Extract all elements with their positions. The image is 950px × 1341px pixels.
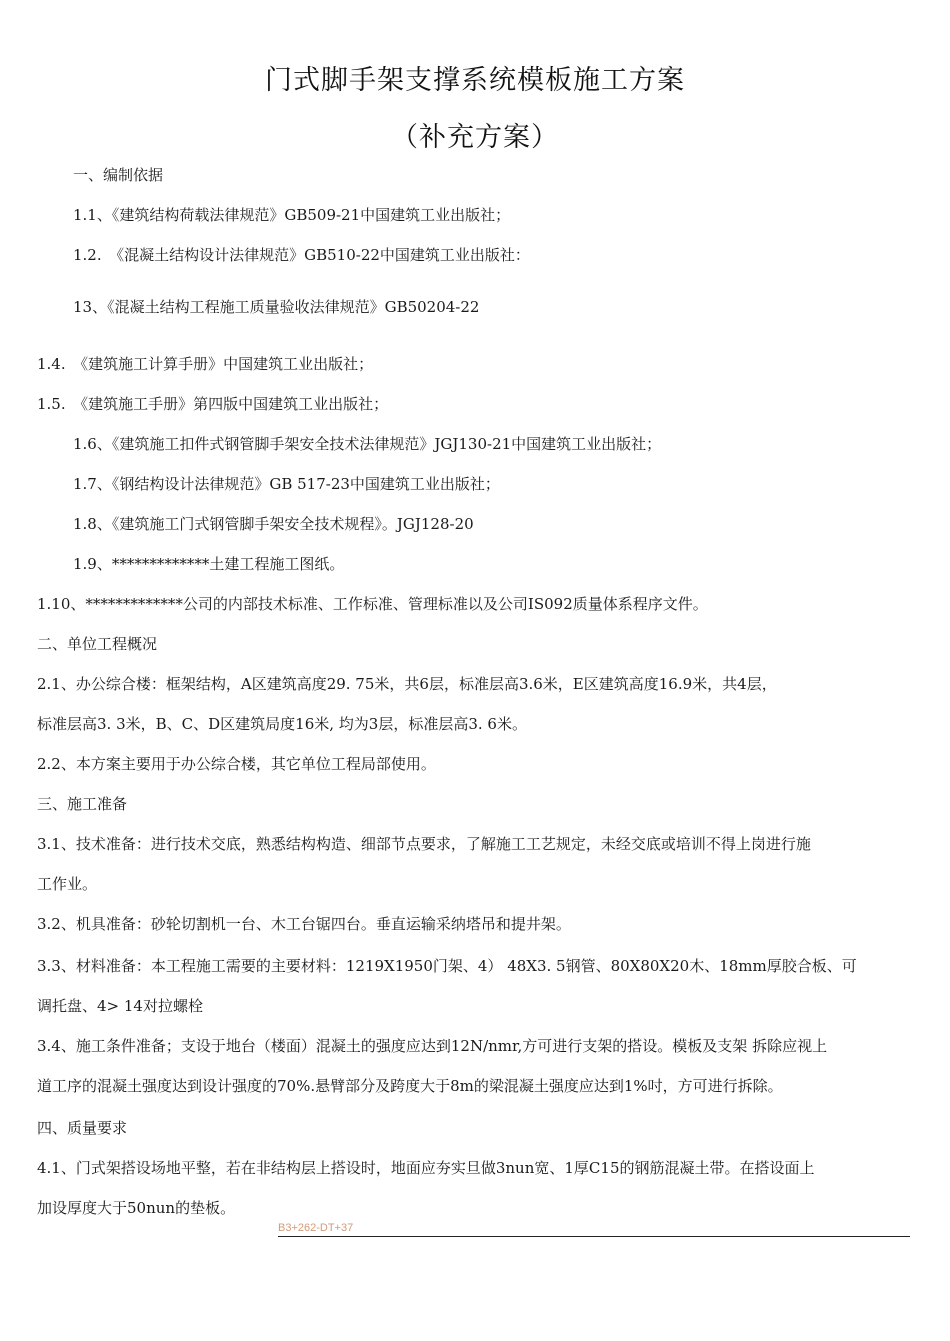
body-paragraph: 加设厚度大于50nun的垫板。 [37,1199,236,1217]
reference-item: 1.1、《建筑结构荷载法律规范》GB509-21中国建筑工业出版社； [73,206,511,224]
reference-item: 13、《混凝土结构工程施工质量验收法律规范》GB50204-22 [73,298,480,316]
reference-item: 1.10、*************公司的内部技术标准、工作标准、管理标准以及公司IS092质量体系程序文件。 [37,595,708,613]
section-heading: 二、单位工程概况 [37,635,158,653]
body-paragraph: 2.1、办公综合楼：框架结构，A区建筑高度29. 75米，共6层，标准层高3.6米，E区建筑高度16.9米，共4层， [37,675,777,693]
reference-item: 1.6、《建筑施工扣件式钢管脚手架安全技术法律规范》JGJ130-21中国建筑工业出版社； [73,435,662,453]
reference-item: 1.7、《钢结构设计法律规范》GB 517-23中国建筑工业出版社； [73,475,500,493]
body-paragraph: 道工序的混凝土强度达到设计强度的70%.悬臂部分及跨度大于8m的梁混凝土强度应达到1%吋，方可进行拆除。 [37,1077,783,1095]
section-heading: 三、施工准备 [37,795,128,813]
body-paragraph: 4.1、门式架搭设场地平整，若在非结构层上搭设时，地面应夯实旦做3nun宽、1厚C15的钢筋混凝土带。在搭设面上 [37,1159,815,1177]
reference-item: 1.8、《建筑施工门式钢管脚手架安全技术规程》。JGJ128-20 [73,515,474,533]
body-paragraph: 3.2、机具准备：砂轮切割机一台、木工台锯四台。垂直运输采纳塔吊和提井架。 [37,915,571,933]
reference-item: 1.4. 《建筑施工计算手册》中国建筑工业出版社； [37,355,374,373]
section-heading: 一、编制依据 [73,166,164,184]
footer-reference: B3+262-DT+37 [278,1222,354,1234]
document-subtitle: （补充方案） [391,122,559,153]
reference-item: 1.5. 《建筑施工手册》第四版中国建筑工业出版社； [37,395,389,413]
footer-divider [278,1236,910,1237]
document-title: 门式脚手架支撑系统模板施工方案 [265,65,685,96]
reference-item: 1.2. 《混凝土结构设计法律规范》GB510-22中国建筑工业出版社： [73,246,530,264]
body-paragraph: 3.4、施工条件准备；支设于地台（楼面）混凝土的强度应达到12N/nmr,方可进行支架的搭设。模板及支架 拆除应视上 [37,1037,828,1055]
body-paragraph: 3.3、材料准备：本工程施工需要的主要材料：1219X1950门架、4） 48X3. 5钢管、80X80X20木、18mm厚胶合板、可 [37,957,857,975]
body-paragraph: 3.1、技术准备：进行技术交底，熟悉结构构造、细部节点要求，了解施工工艺规定，未经交底或培训不得上岗进行施 [37,835,811,853]
body-paragraph: 工作业。 [37,875,98,893]
body-paragraph: 调托盘、4> 14对拉螺栓 [37,997,203,1015]
body-paragraph: 2.2、本方案主要用于办公综合楼，其它单位工程局部使用。 [37,755,436,773]
body-paragraph: 标准层高3. 3米，B、C、D区建筑局度16米, 均为3层，标准层高3. 6米。 [37,715,527,733]
reference-item: 1.9、*************土建工程施工图纸。 [73,555,345,573]
section-heading: 四、质量要求 [37,1119,128,1137]
